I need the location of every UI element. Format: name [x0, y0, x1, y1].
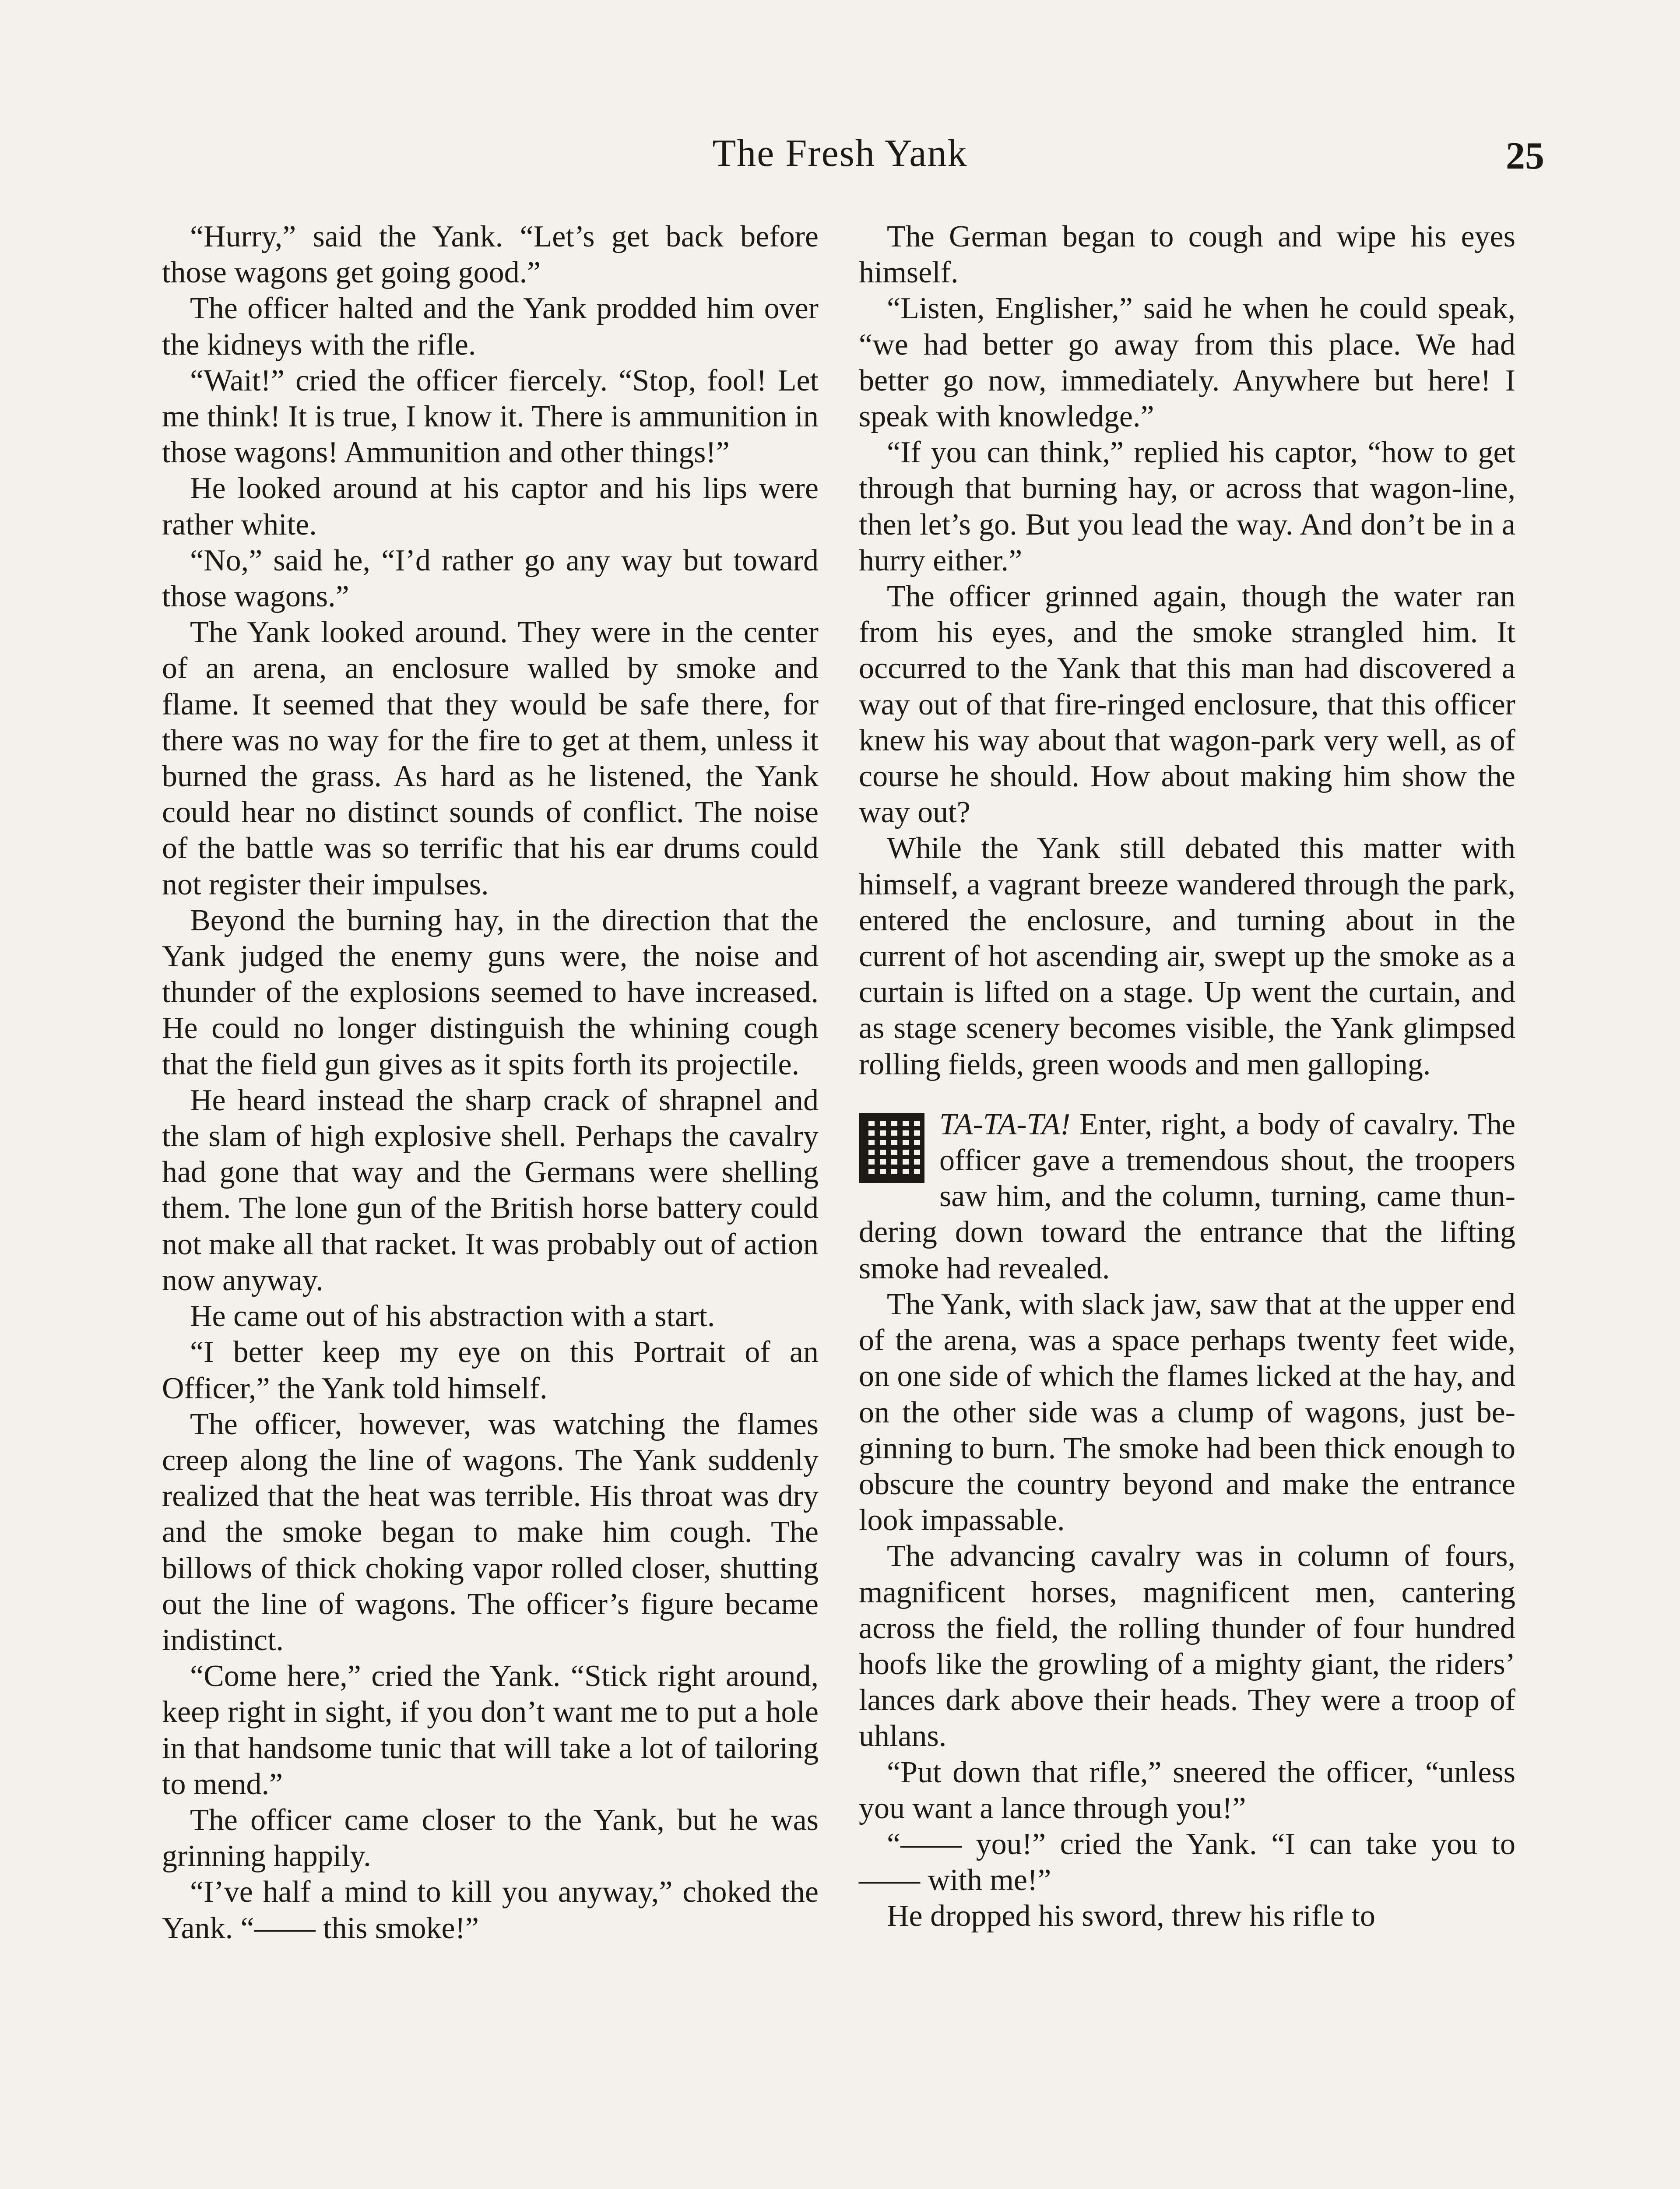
paragraph: He came out of his abstraction with a start. [190, 1299, 715, 1334]
paragraph: “I’ve half a mind to kill you anyway,” choked the Yank. “—— this smoke!” [162, 1875, 819, 1945]
running-title: The Fresh Yank [712, 132, 968, 175]
paragraph: He looked around at his captor and his lips were rather white. [162, 472, 819, 542]
page-number: 25 [1506, 135, 1544, 177]
paragraph: The officer grinned again, though the water ran from his eyes, and the smoke strangled him. It occurred to the Yank that this man had discovered a way out of that fire-ringed enclosure, that this officer knew his way about that wagon-park very well, as of course he should. How about making him show the way out? [859, 580, 1515, 830]
paragraph: “No,” said he, “I’d rather go any way but toward those wagons.” [162, 543, 819, 614]
paragraph: “If you can think,” replied his captor, “how to get through that burning hay, or across that wagon-line, then let’s go. But you lead the way. And don’t be in a hurry either.” [859, 436, 1515, 577]
paragraph: “I better keep my eye on this Portrait of an Officer,” the Yank told himself. [162, 1335, 819, 1405]
paragraph: “Come here,” cried the Yank. “Stick right around, keep right in sight, if you don’t want me to put a hole in that handsome tunic that will take a lot of tailoring to mend.” [162, 1659, 819, 1801]
section-opening-text: Enter, right, a body of cavalry. The officer gave a tremendous shout, the troopers saw him, and the column, turning, came thundering down toward the entrance that the lifting smoke had revealed. [859, 1107, 1515, 1285]
paragraph: “Listen, Englisher,” said he when he could speak, “we had better go away from this place. We had better go now, immediately. Anywhere but here! I speak with knowledge.” [859, 292, 1515, 434]
sound-effect-text: TA-TA-TA! [939, 1107, 1071, 1141]
right-column [859, 219, 1515, 1935]
paragraph: He dropped his sword, threw his rifle to [887, 1899, 1375, 1933]
paragraph: “Wait!” cried the officer fiercely. “Stop, fool! Let me think! It is true, I know it. There is ammunition in those wagons! Ammunition and other things!” [162, 363, 819, 470]
paragraph: While the Yank still debated this matter with himself, a vagrant breeze wandered through the park, entered the enclosure, and turning about in the current of hot ascending air, swept up the smoke as a curtain is lifted on a stage. Up went the curtain, and as stage scenery becomes visible, the Yank glimpsed rolling fields, green woods and men galloping. [859, 831, 1515, 1081]
paragraph: Beyond the burning hay, in the direction that the Yank judged the enemy guns were, the noise and thunder of the explosions seemed to have increased. He could no longer distinguish the whining cough that the field gun gives as it spits forth its projectile. [162, 903, 819, 1081]
paragraph: The Yank looked around. They were in the center of an arena, an enclosure walled by smoke and flame. It seemed that they would be safe there, for there was no way for the fire to get at them, unless it burned the grass. As hard as he listened, the Yank could hear no distinct sounds of conflict. The noise of the battle was so terrific that his ear drums could not register their impulses. [162, 616, 819, 901]
paragraph: He heard instead the sharp crack of shrapnel and the slam of high explosive shell. Perhaps the cavalry had gone that way and the Germans were shelling them. The lone gun of the British horse battery could not make all that racket. It was probably out of action now anyway. [162, 1083, 819, 1297]
paragraph: The officer came closer to the Yank, but he was grinning happily. [162, 1803, 819, 1873]
paragraph: The advancing cavalry was in column of fours, magnificent horses, magnificent men, cantering across the field, the rolling thunder of four hundred hoofs like the growling of a mighty giant, the riders’ lances dark above their heads. They were a troop of uhlans. [859, 1539, 1515, 1753]
paragraph: The Yank, with slack jaw, saw that at the upper end of the arena, was a space perhaps twenty feet wide, on one side of which the flames licked at the hay, and on the other side was a clump of wagons, just beginning to burn. The smoke had been thick enough to obscure the country beyond and make the entrance look impassable. [859, 1287, 1515, 1538]
paragraph: The German began to cough and wipe his eyes himself. [859, 220, 1515, 290]
paragraph: “—— you!” cried the Yank. “I can take you to —— with me!” [859, 1827, 1515, 1897]
section-opening-paragraph [859, 1107, 1515, 1287]
paragraph: The officer halted and the Yank prodded him over the kidneys with the rifle. [162, 292, 819, 362]
page-header [0, 131, 1680, 188]
left-column [162, 219, 819, 1946]
paragraph: The officer, however, was watching the flames creep along the line of wagons. The Yank suddenly realized that the heat was terrible. His throat was dry and the smoke began to make him cough. The billows of thick choking vapor rolled closer, shutting out the line of wagons. The officer’s figure became indistinct. [162, 1407, 819, 1657]
paragraph: “Put down that rifle,” sneered the officer, “unless you want a lance through you!” [859, 1755, 1515, 1825]
paragraph: “Hurry,” said the Yank. “Let’s get back before those wagons get going good.” [162, 220, 819, 290]
ornamental-initial-icon [859, 1113, 924, 1183]
